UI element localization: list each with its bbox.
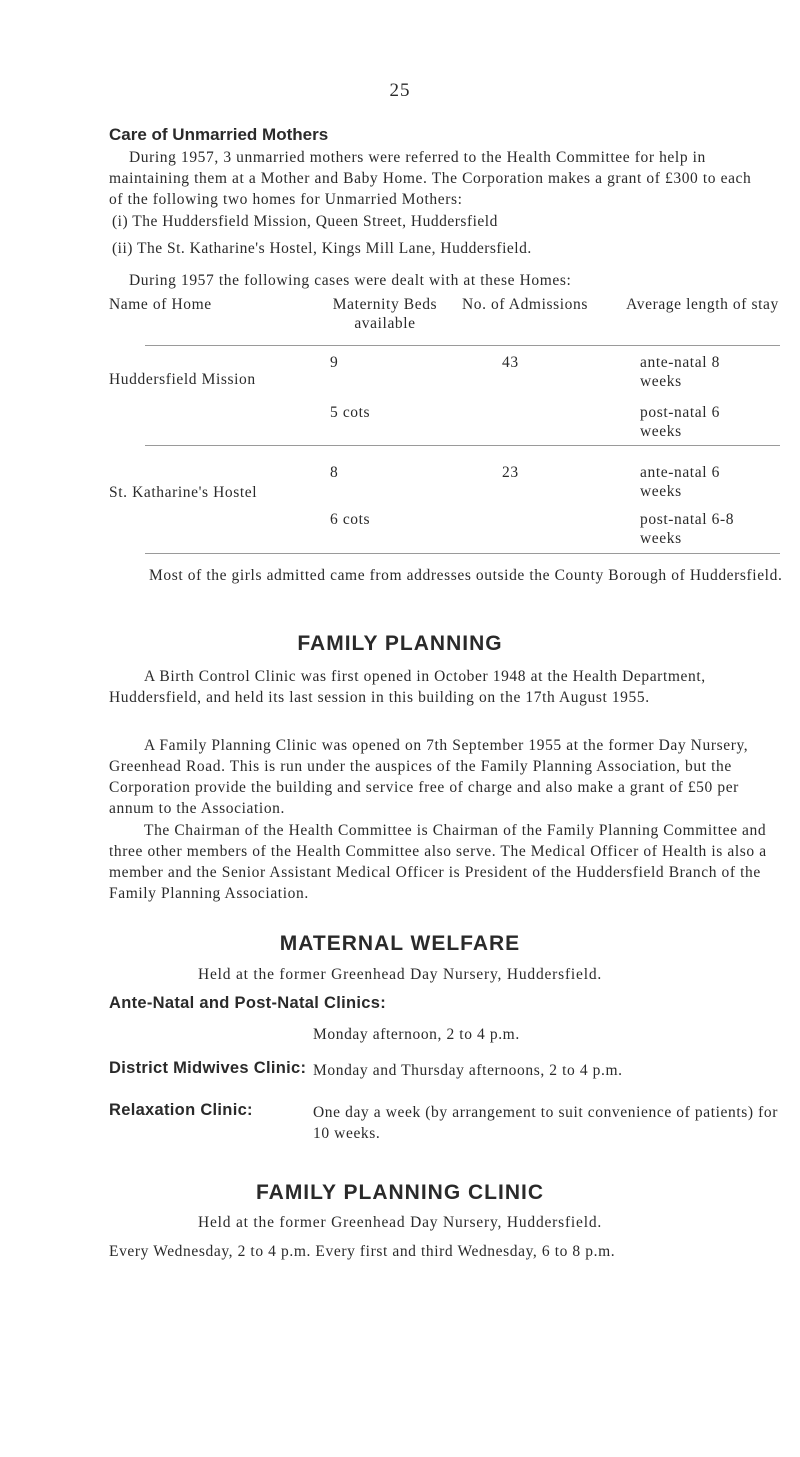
table-header-beds: Maternity Beds available <box>332 296 438 332</box>
table-cell-post-natal: post-natal 6 weeks <box>640 404 720 440</box>
antenatal-clinic-times: Monday afternoon, 2 to 4 p.m. <box>313 1026 520 1043</box>
family-planning-paragraph: A Family Planning Clinic was opened on 7th September 1955 at the former Day Nursery, Greenhead Road. This is run under the auspices of the Family Planning Association, but the Corporation provide the building and service free of charge and also make a grant of £50 per annum to the Association. <box>109 737 749 817</box>
table-cell-home-name: Huddersfield Mission <box>109 371 256 388</box>
table-cell-home-name: St. Katharine's Hostel <box>109 484 258 501</box>
unmarried-intro-paragraph: During 1957, 3 unmarried mothers were referred to the Health Committee for help in maintaining them at a Mother and Baby Home. The Corporation makes a grant of £300 to each of the following two homes for Unmarried Mothers: <box>109 149 752 208</box>
family-planning-paragraph: A Birth Control Clinic was first opened in October 1948 at the Health Department, Huddersfield, and held its last session in this building on the 17th August 1955. <box>109 668 706 706</box>
fp-clinic-times: Every Wednesday, 2 to 4 p.m. Every first and third Wednesday, 6 to 8 p.m. <box>109 1243 616 1260</box>
table-cell-beds: 9 <box>330 354 339 371</box>
midwives-clinic-times: Monday and Thursday afternoons, 2 to 4 p.m. <box>313 1062 623 1079</box>
cases-intro: During 1957 the following cases were dealt with at these Homes: <box>129 272 572 289</box>
table-cell-ante-natal: ante-natal 8 weeks <box>640 354 720 390</box>
maternal-welfare-location: Held at the former Greenhead Day Nursery, Huddersfield. <box>197 966 603 983</box>
fp-clinic-location: Held at the former Greenhead Day Nursery, Huddersfield. <box>197 1214 603 1231</box>
home-list-item: (i) The Huddersfield Mission, Queen Street, Huddersfield <box>112 213 498 230</box>
table-header-stay: Average length of stay <box>626 296 779 313</box>
unmarried-mothers-heading: Care of Unmarried Mothers <box>109 125 329 144</box>
table-cell-cots: 5 cots <box>330 404 371 421</box>
table-divider <box>145 553 780 554</box>
midwives-clinic-label: District Midwives Clinic: <box>109 1059 307 1077</box>
table-header-admissions: No. of Admissions <box>461 296 589 313</box>
table-cell-beds: 8 <box>330 464 339 481</box>
family-planning-heading: FAMILY PLANNING <box>297 632 503 655</box>
relaxation-clinic-times: One day a week (by arrangement to suit convenience of patients) for 10 weeks. <box>313 1104 778 1142</box>
relaxation-clinic-label: Relaxation Clinic: <box>109 1101 253 1119</box>
table-cell-admissions: 43 <box>502 354 519 371</box>
table-cell-post-natal: post-natal 6-8 weeks <box>640 511 735 547</box>
table-divider <box>145 345 780 346</box>
maternal-welfare-heading: MATERNAL WELFARE <box>279 932 521 955</box>
home-list-item: (ii) The St. Katharine's Hostel, Kings Mill Lane, Huddersfield. <box>112 240 532 257</box>
fp-clinic-heading: FAMILY PLANNING CLINIC <box>255 1181 545 1204</box>
unmarried-closing-paragraph: Most of the girls admitted came from addresses outside the County Borough of Huddersfield. <box>149 567 783 584</box>
family-planning-paragraph: The Chairman of the Health Committee is Chairman of the Family Planning Committee and three other members of the Health Committee also serve. The Medical Officer of Health is also a member and the Senior Assistant Medical Officer is President of the Huddersfield Branch of the Family Planning Association. <box>109 822 767 902</box>
table-cell-ante-natal: ante-natal 6 weeks <box>640 464 720 500</box>
table-cell-admissions: 23 <box>502 464 519 481</box>
page-number: 25 <box>389 80 411 101</box>
antenatal-clinic-label: Ante-Natal and Post-Natal Clinics: <box>109 994 386 1012</box>
table-header-name: Name of Home <box>109 296 212 313</box>
table-cell-cots: 6 cots <box>330 511 371 528</box>
table-divider <box>145 445 780 446</box>
